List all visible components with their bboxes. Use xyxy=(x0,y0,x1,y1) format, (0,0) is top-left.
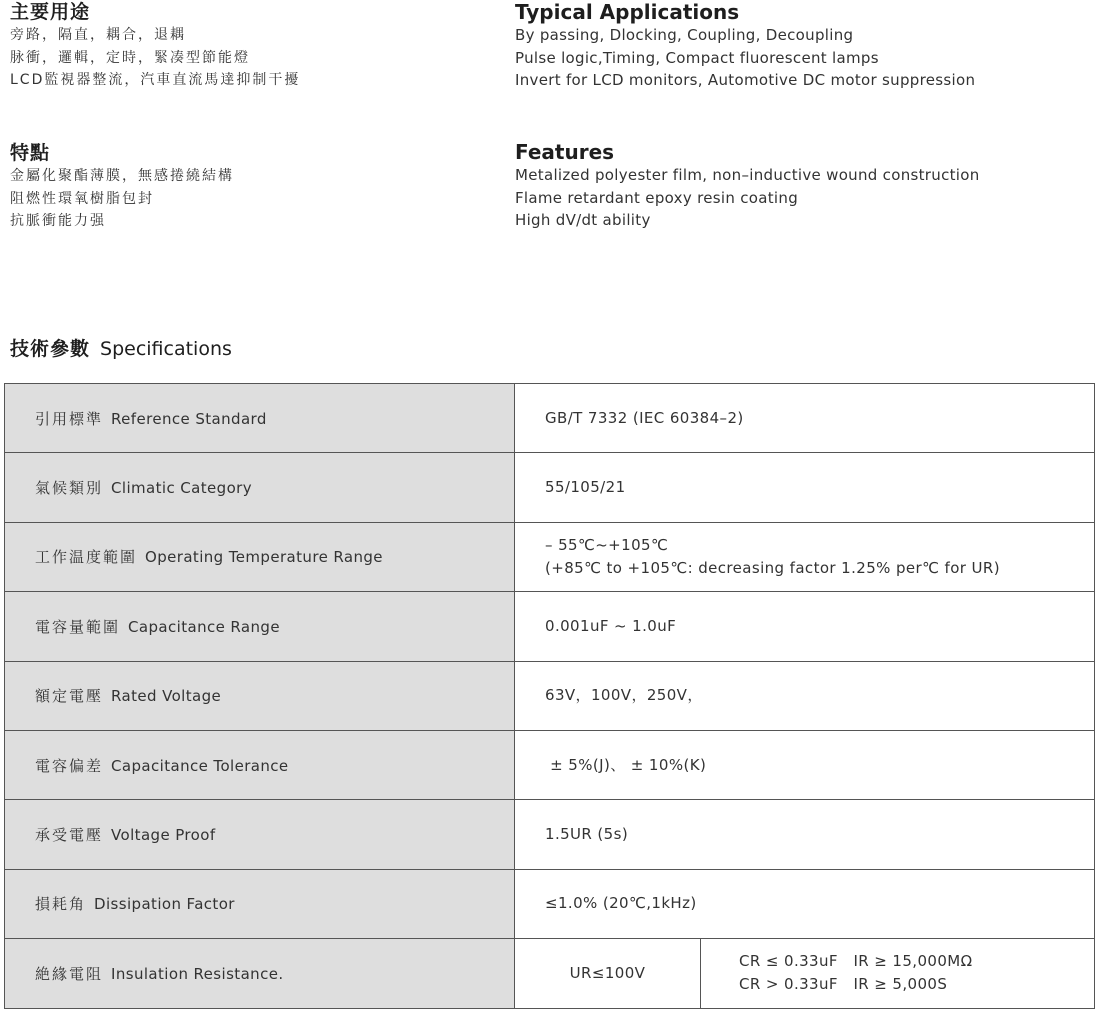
spec-value xyxy=(515,800,1095,869)
spec-label-cn: 引用標準 xyxy=(35,409,104,428)
spec-row-voltage-proof xyxy=(5,800,1095,869)
spec-label-cn: 電容偏差 xyxy=(35,756,104,775)
spec-row-reference-standard xyxy=(5,384,1095,453)
features-cn-line: 阻燃性環氧樹脂包封 xyxy=(10,190,154,207)
insulation-value-line: CR > 0.33uF IR ≥ 5,000S xyxy=(739,975,948,994)
spec-label xyxy=(5,730,515,799)
spec-label-cn: 工作温度範圍 xyxy=(35,548,138,567)
features-cn-line: 抗脈衝能力强 xyxy=(10,213,106,229)
specifications-title-en: Specifications xyxy=(100,338,232,360)
spec-value-line: 0.001uF ~ 1.0uF xyxy=(545,616,677,635)
spec-label-en: Climatic Category xyxy=(111,479,253,498)
spec-label-en: Capacitance Range xyxy=(128,617,280,636)
spec-label xyxy=(5,592,515,661)
spec-label-cn: 承受電壓 xyxy=(35,826,104,845)
spec-row-capacitance-range xyxy=(5,592,1095,661)
spec-label-cn: 絶緣電阻 xyxy=(35,964,104,983)
spec-value xyxy=(515,592,1095,661)
spec-row-insulation-resistance xyxy=(5,939,1095,1008)
features-en-block xyxy=(515,140,980,232)
spec-label-en: Voltage Proof xyxy=(111,826,216,845)
spec-label xyxy=(5,384,515,453)
spec-label xyxy=(5,661,515,730)
insulation-values xyxy=(701,939,1095,1008)
spec-value-line: GB/T 7332 (IEC 60384–2) xyxy=(545,408,744,427)
applications-cn-title: 主要用途 xyxy=(10,1,91,23)
insulation-value-line: CR ≤ 0.33uF IR ≥ 15,000MΩ xyxy=(739,952,973,971)
spec-row-capacitance-tolerance xyxy=(5,730,1095,799)
spec-value xyxy=(515,522,1095,591)
spec-value-line: 1.5UR (5s) xyxy=(545,825,629,844)
spec-value xyxy=(515,453,1095,522)
spec-value-line: 55/105/21 xyxy=(545,478,626,497)
spec-row-rated-voltage xyxy=(5,661,1095,730)
applications-cn-line: LCD監視器整流，汽車直流馬達抑制干擾 xyxy=(10,72,301,88)
applications-en-line: Invert for LCD monitors, Automotive DC motor suppression xyxy=(515,71,976,89)
spec-value xyxy=(515,384,1095,453)
spec-label-en: Rated Voltage xyxy=(111,687,222,706)
spec-value-line: ≤1.0% (20℃,1kHz) xyxy=(545,894,697,913)
spec-label xyxy=(5,522,515,591)
features-en-line: High dV/dt ability xyxy=(515,211,651,229)
spec-row-operating-temperature xyxy=(5,522,1095,591)
spec-value-line: 63V，100V，250V， xyxy=(545,686,703,705)
applications-en-line: By passing, Dlocking, Coupling, Decoupling xyxy=(515,26,854,44)
spec-label-en: Dissipation Factor xyxy=(94,895,235,914)
spec-label xyxy=(5,800,515,869)
spec-label-en: Insulation Resistance. xyxy=(111,964,284,983)
applications-cn-line: 脉衝，邏輯，定時，緊凑型節能燈 xyxy=(10,49,250,66)
spec-label-en: Operating Temperature Range xyxy=(145,548,383,567)
spec-value-line: (+85℃ to +105℃: decreasing factor 1.25% per℃ for UR) xyxy=(545,558,1000,577)
spec-label-cn: 損耗角 xyxy=(35,895,87,914)
spec-row-climatic-category xyxy=(5,453,1095,522)
insulation-condition: UR≤100V xyxy=(515,939,701,1008)
features-cn-line: 金屬化聚酯薄膜，無感捲繞結構 xyxy=(10,168,234,184)
spec-label xyxy=(5,453,515,522)
applications-en-line: Pulse logic,Timing, Compact fluorescent lamps xyxy=(515,48,879,67)
spec-label-en: Capacitance Tolerance xyxy=(111,756,289,775)
spec-label-cn: 電容量範圍 xyxy=(35,617,121,636)
applications-en-block xyxy=(515,0,975,92)
spec-label-en: Reference Standard xyxy=(111,409,267,428)
spec-value xyxy=(515,869,1095,938)
spec-value-line: – 55℃~+105℃ xyxy=(545,535,669,554)
features-en-title: Features xyxy=(515,140,615,164)
applications-cn-line: 旁路，隔直，耦合，退耦 xyxy=(10,27,186,43)
spec-label-cn: 額定電壓 xyxy=(35,687,104,706)
spec-label-cn: 氣候類別 xyxy=(35,479,104,498)
features-cn-block xyxy=(10,141,234,233)
specifications-title-cn: 技術參數 xyxy=(10,338,91,360)
spec-value-line: ± 5%(J)、 ± 10%(K) xyxy=(545,755,707,774)
features-en-line: Metalized polyester film, non–inductive wound construction xyxy=(515,166,980,184)
applications-cn-block xyxy=(10,0,300,92)
applications-en-title: Typical Applications xyxy=(515,0,740,24)
features-cn-title: 特點 xyxy=(10,142,51,164)
spec-label xyxy=(5,939,515,1008)
specifications-title xyxy=(10,337,232,361)
features-en-line: Flame retardant epoxy resin coating xyxy=(515,188,799,207)
spec-value xyxy=(515,730,1095,799)
specifications-table xyxy=(4,383,1095,1009)
spec-label xyxy=(5,869,515,938)
spec-row-dissipation-factor xyxy=(5,869,1095,938)
spec-value xyxy=(515,661,1095,730)
